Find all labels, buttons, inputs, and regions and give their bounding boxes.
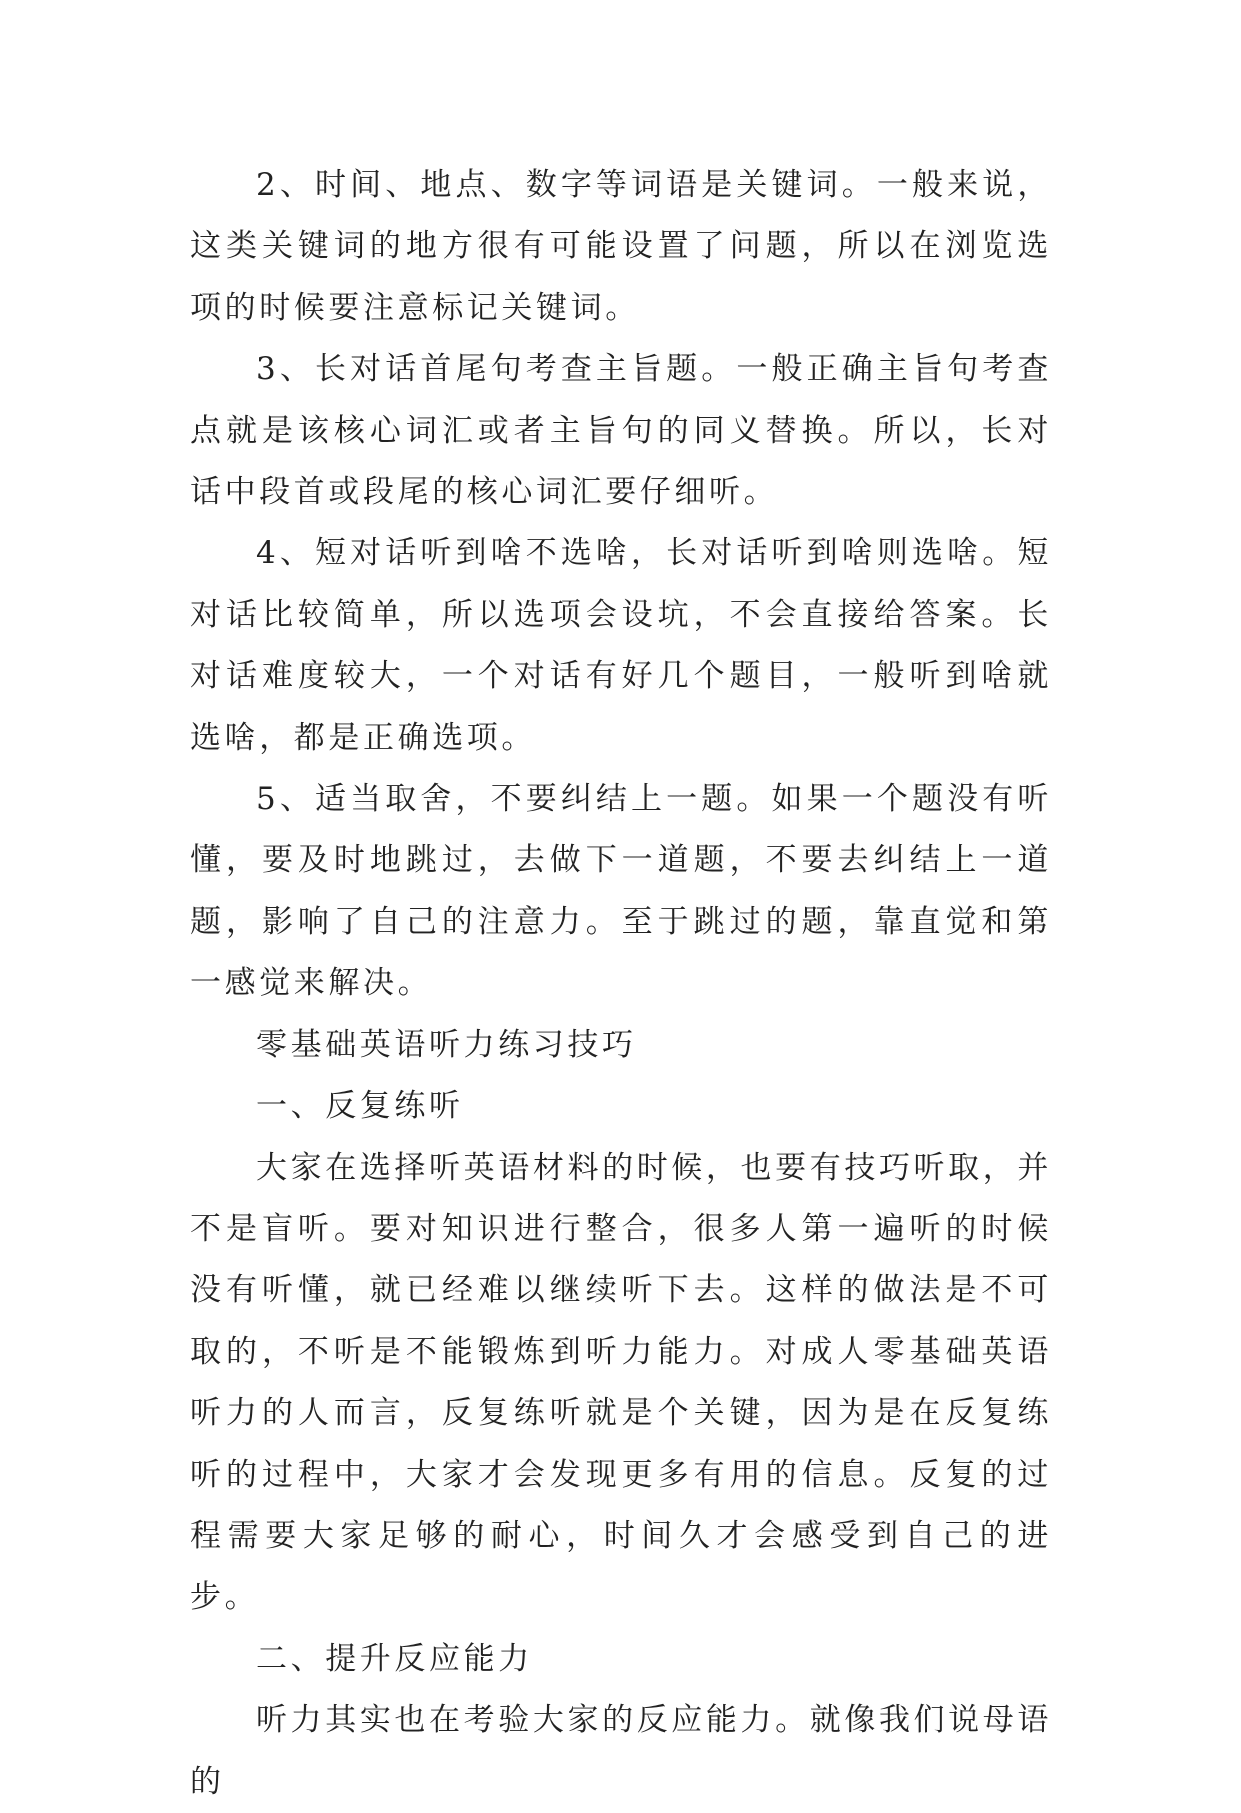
paragraph-tip-2: 2、时间、地点、数字等词语是关键词。一般来说，这类关键词的地方很有可能设置了问题，所以在浏览选项的时候要注意标记关键词。 <box>190 167 1052 326</box>
subheading-2: 二、提升反应能力 <box>256 1640 533 1677</box>
document-body <box>190 155 1052 1813</box>
paragraph-tip-3: 3、长对话首尾句考查主旨题。一般正确主旨句考查点就是该核心词汇或者主旨句的同义替换。所以，长对话中段首或段尾的核心词汇要仔细听。 <box>190 351 1052 511</box>
subheading-1: 一、反复练听 <box>256 1088 464 1125</box>
paragraph-repeat-listening: 大家在选择听英语材料的时候，也要有技巧听取，并不是盲听。要对知识进行整合，很多人第一遍听的时候没有听懂，就已经难以继续听下去。这样的做法是不可取的，不听是不能锻炼到听力能力。对成人零基础英语听力的人而言，反复练听就是个关键，因为是在反复练听的过程中，大家才会发现更多有用的信息。反复的过程需要大家足够的耐心，时间久才会感受到自己的进步。 <box>190 1149 1052 1616</box>
paragraph-tip-4: 4、短对话听到啥不选啥，长对话听到啥则选啥。短对话比较简单，所以选项会设坑，不会直接给答案。长对话难度较大，一个对话有好几个题目，一般听到啥就选啥，都是正确选项。 <box>190 535 1052 756</box>
paragraph-reaction: 听力其实也在考验大家的反应能力。就像我们说母语的 <box>190 1702 1052 1800</box>
section-heading: 零基础英语听力练习技巧 <box>256 1026 637 1063</box>
paragraph-tip-5: 5、适当取舍，不要纠结上一题。如果一个题没有听懂，要及时地跳过，去做下一道题，不要去纠结上一道题，影响了自己的注意力。至于跳过的题，靠直觉和第一感觉来解决。 <box>190 781 1052 1002</box>
